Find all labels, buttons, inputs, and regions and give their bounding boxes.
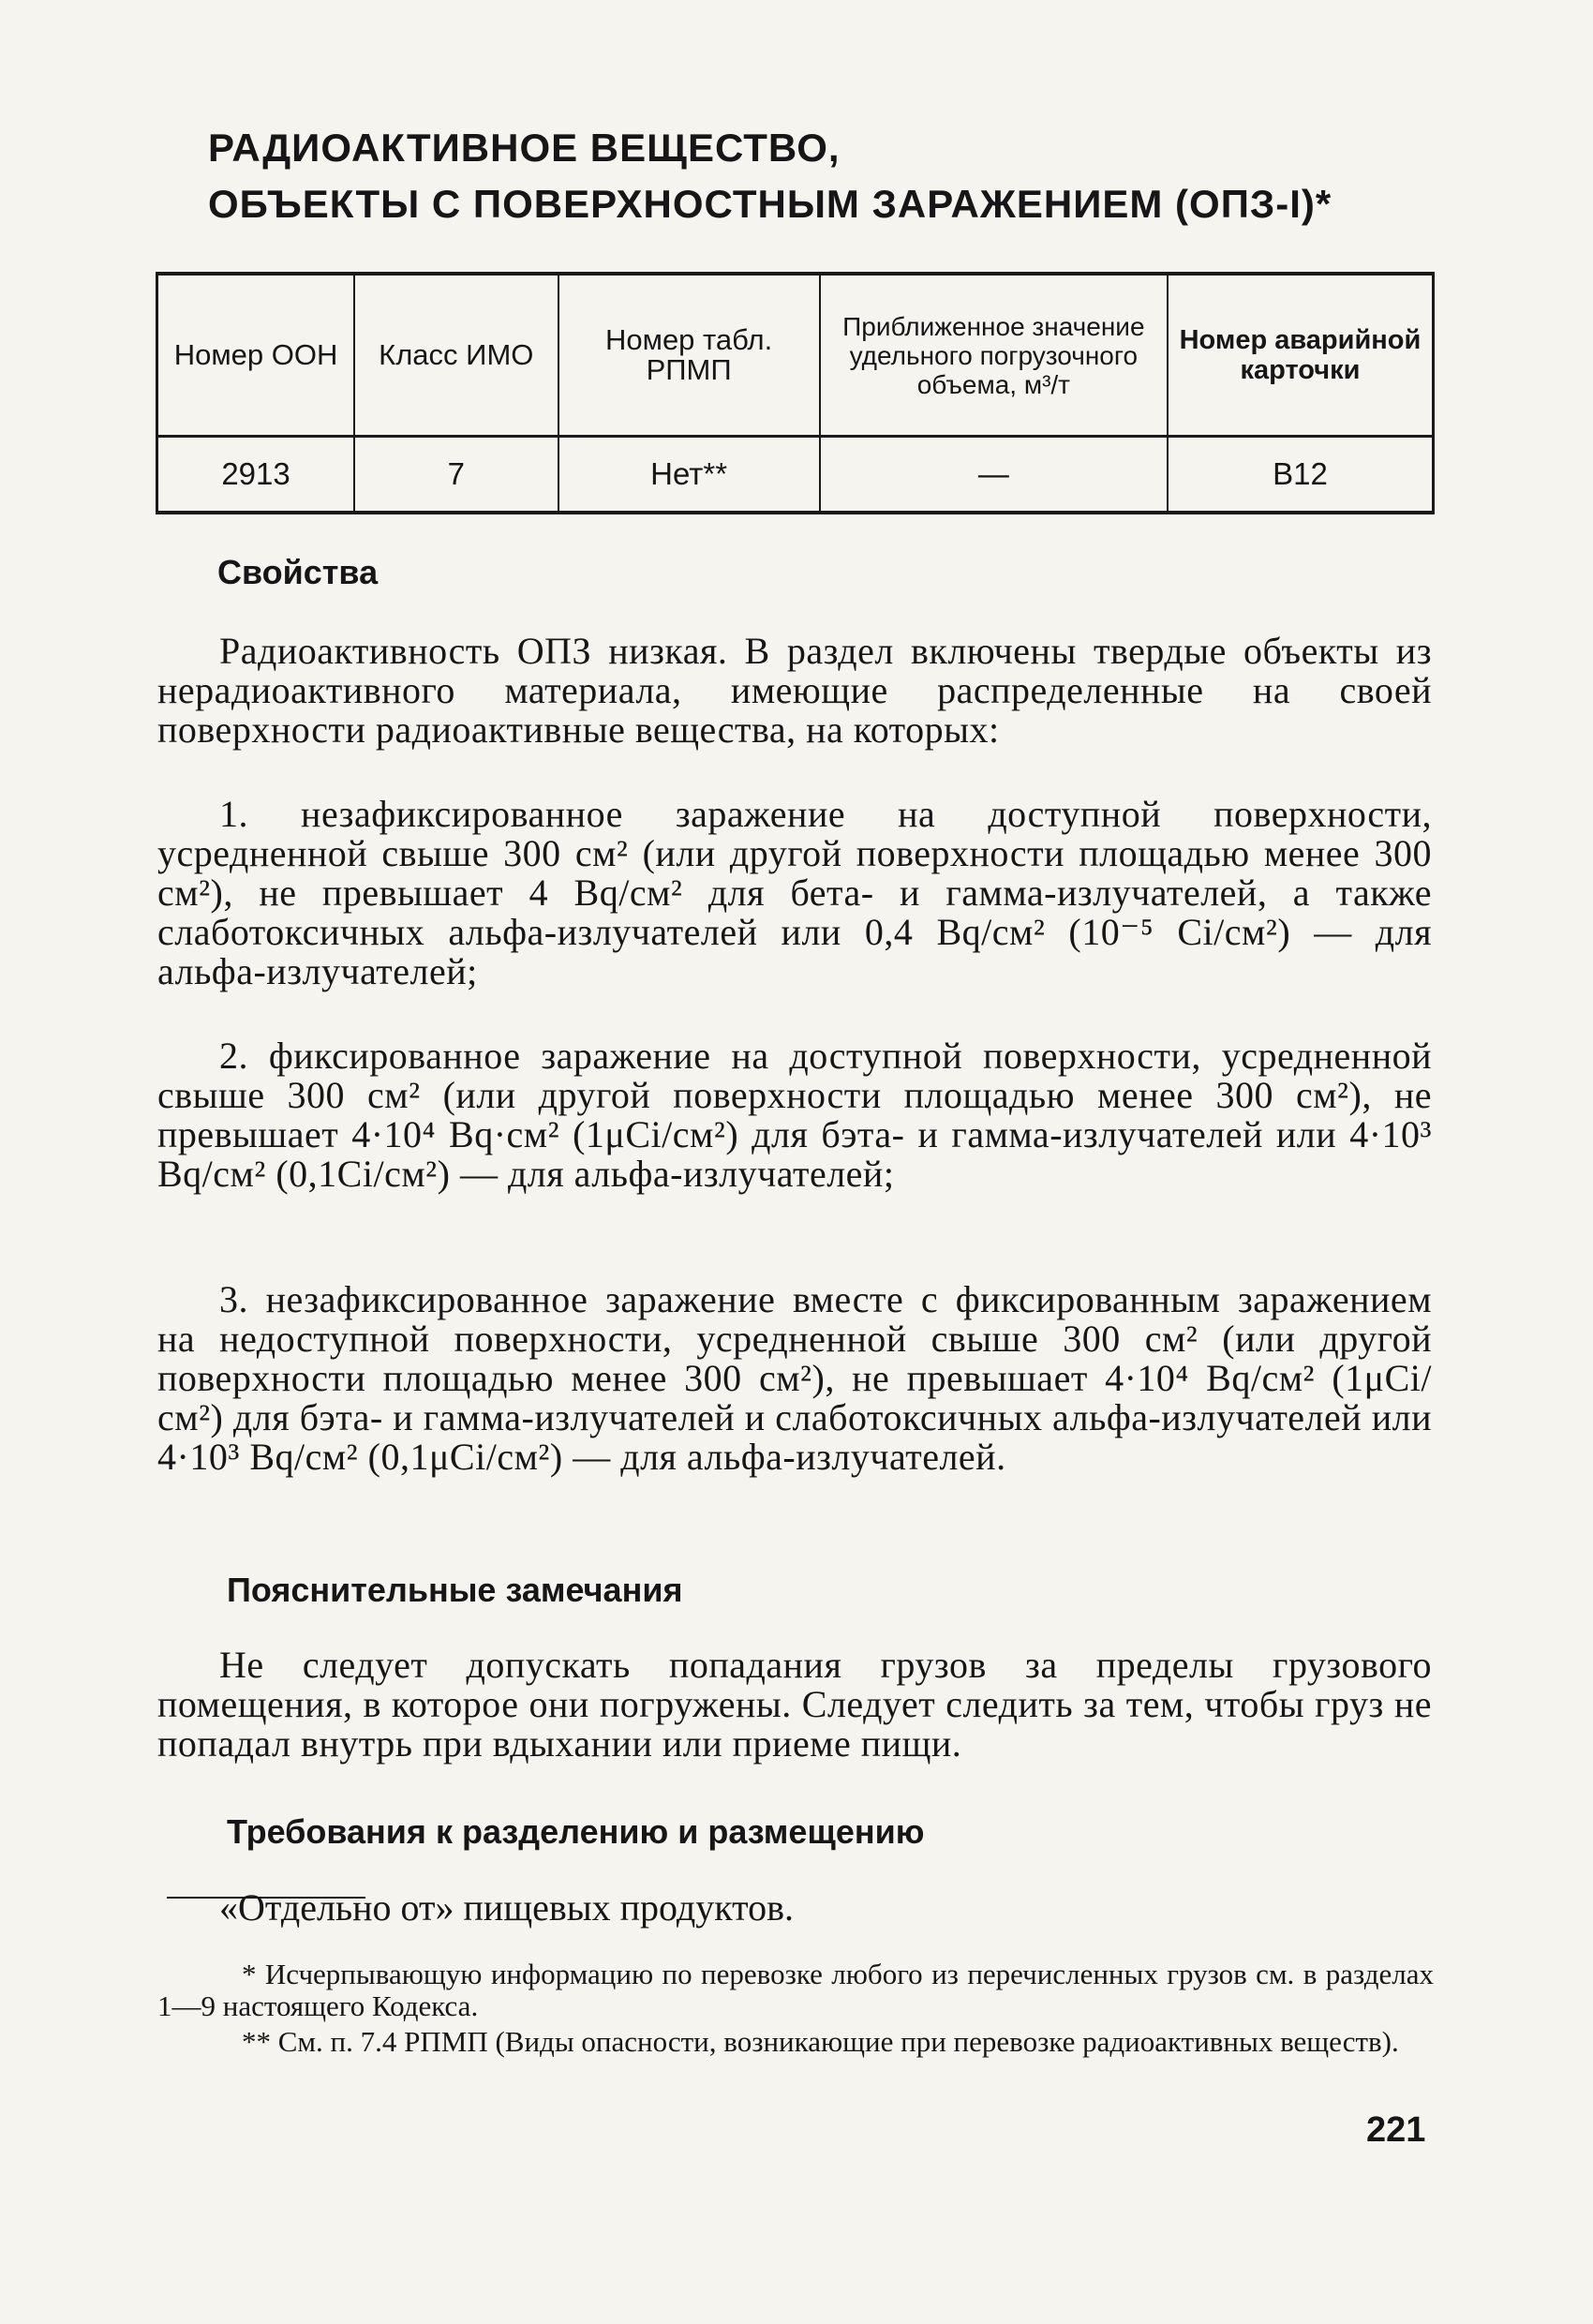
header-un-number: Номер ООН — [157, 274, 355, 437]
substance-info-table — [156, 272, 1435, 514]
properties-item-3: 3. незафиксированное заражение вместе с фиксированным заражением на недоступной поверхности, усредненной свыше 300 см² (или другой поверхности площадью менее 300 см²), не превышает 4·10⁴ Bq/см² (1μCi/см²) для бэта- и гамма-излучателей и слаботоксичных альфа-излучателей или 4·10³ Bq/см² (0,1μCi/см²) — для альфа-излучателей. — [157, 1278, 1432, 1478]
separation-heading: Требования к разделению и размещению — [227, 1812, 925, 1851]
header-emergency-card: Номер аварийной карточки — [1168, 274, 1434, 437]
table-row — [157, 437, 1434, 514]
cell-emergency-card: В12 — [1168, 437, 1434, 514]
cell-stowage-factor: — — [820, 437, 1168, 514]
header-table-number: Номер табл. РПМП — [558, 274, 820, 437]
properties-intro: Радиоактивность ОПЗ низкая. В раздел включены твердые объекты из нерадиоактивного материала, имеющие распределенные на своей поверхности радиоактивные вещества, на которых: — [157, 630, 1432, 751]
cell-un-number: 2913 — [157, 437, 355, 514]
title-line-1: РАДИОАКТИВНОЕ ВЕЩЕСТВО, — [208, 126, 841, 170]
properties-item-1: 1. незафиксированное заражение на доступной поверхности, усредненной свыше 300 см² (или другой поверхности площадью менее 300 см²), не превышает 4 Bq/см² для бета- и гамма-излучателей, а также слаботоксичных альфа-излучателей или 0,4 Bq/см² (10⁻⁵ Ci/см²) — для альфа-излучателей; — [157, 793, 1432, 992]
cell-imo-class: 7 — [354, 437, 558, 514]
table-header-row — [157, 274, 1434, 437]
footnote-2: ** См. п. 7.4 РПМП (Виды опасности, возникающие при перевозке радиоактивных веществ). — [242, 2025, 1399, 2058]
page-number: 221 — [1366, 2110, 1426, 2150]
title-line-2: ОБЪЕКТЫ С ПОВЕРХНОСТНЫМ ЗАРАЖЕНИЕМ (ОПЗ-I)* — [208, 182, 1332, 226]
separation-text: «Отдельно от» пищевых продуктов. — [219, 1886, 794, 1929]
properties-heading: Свойства — [217, 553, 379, 591]
properties-item-2: 2. фиксированное заражение на доступной поверхности, усредненной свыше 300 см² (или другой поверхности площадью менее 300 см²), не превышает 4·10⁴ Bq·см² (1μCi/см²) для бэта- и гамма-излучателей или 4·10³ Bq/см² (0,1Ci/см²) — для альфа-излучателей; — [157, 1035, 1432, 1195]
notes-heading: Пояснительные замечания — [227, 1571, 683, 1609]
header-imo-class: Класс ИМО — [354, 274, 558, 437]
cell-table-number: Нет** — [558, 437, 820, 514]
notes-text: Не следует допускать попадания грузов за пределы грузового помещения, в которое они погружены. Следует следить за тем, чтобы груз не попадал внутрь при вдыхании или приеме пищи. — [157, 1644, 1432, 1765]
page-title — [208, 120, 1445, 232]
header-stowage-factor: Приближенное значение удельного погрузочного объема, м³/т — [820, 274, 1168, 437]
footnote-divider — [167, 1897, 365, 1899]
footnote-1: * Исчерпывающую информацию по перевозке любого из перечисленных грузов см. в разделах 1—9 настоящего Кодекса. — [157, 1958, 1434, 2022]
